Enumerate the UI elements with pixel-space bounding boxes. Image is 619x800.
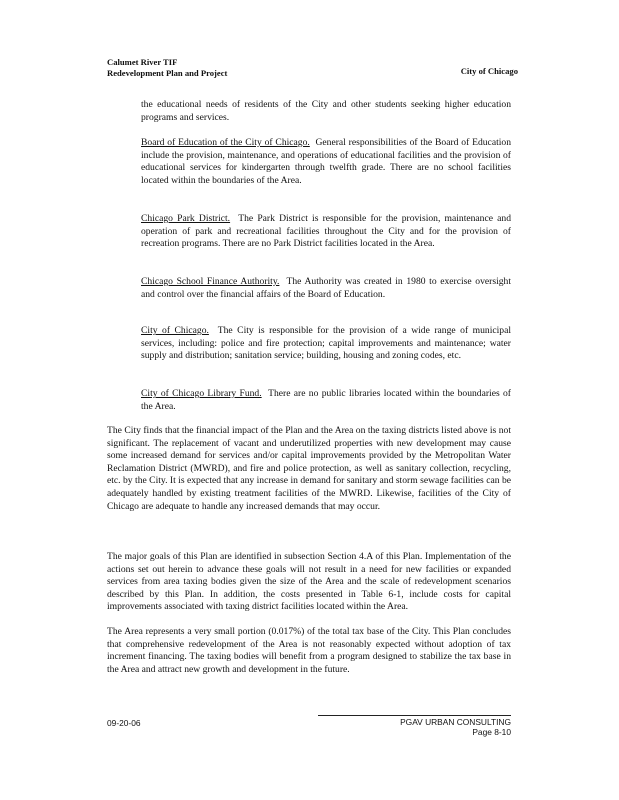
paragraph-tax-base: The Area represents a very small portion (0.017%) of the total tax base of the City. This Plan concludes that comprehensive redevelopment of the Area is not reasonably expected without adoption of tax increment financing. The taxing bodies will benefit from a program designed to stabilize the tax base in the Area and attract new growth and development in the future. [107, 626, 511, 675]
paragraph-city-of-chicago [141, 325, 511, 363]
paragraph-heading: Chicago Park District. [141, 213, 231, 224]
footer-divider [318, 715, 511, 716]
paragraph-text: The Authority was created in 1980 to exercise oversight and control over the financial affairs of the Board of Education. [141, 276, 511, 300]
footer-firm-name: PGAV URBAN CONSULTING [400, 717, 511, 727]
paragraph-library-fund [141, 388, 511, 413]
paragraph-heading: Board of Education of the City of Chicago. [141, 137, 310, 148]
footer-date: 09-20-06 [107, 718, 141, 728]
document-header-left [107, 57, 227, 79]
paragraph-financial-impact: The City finds that the financial impact of the Plan and the Area on the taxing districts listed above is not significant. The replacement of vacant and underutilized properties with new development may cause some increased demand for services and/or capital improvements provided by the Metropolitan Water Reclamation District (MWRD), and fire and police protection, as well as sanitary collection, recycling, etc. by the City. It is expected that any increase in demand for sanitary and storm sewage facilities can be adequately handled by existing treatment facilities of the MWRD. Likewise, facilities of the City of Chicago are adequate to handle any increased demands that may occur. [107, 425, 511, 512]
header-project-title: Calumet River TIF [107, 57, 178, 67]
paragraph-text: the educational needs of residents of the City and other students seeking higher education programs and services. [141, 99, 511, 123]
paragraph-education-continued [141, 99, 511, 124]
paragraph-text: There are no public libraries located within the boundaries of the Area. [141, 388, 512, 412]
paragraph-text: The Park District is responsible for the provision, maintenance and operation of park and recreational facilities throughout the City and for the provision of recreation programs. There are no Park District facilities located in the Area. [141, 213, 512, 250]
header-plan-title: Redevelopment Plan and Project [107, 68, 228, 78]
paragraph-text: General responsibilities of the Board of Education include the provision, maintenance, and operations of educational facilities and the provision of educational services for kindergarten through twelfth grade. There are no school facilities located within the boundaries of the Area. [141, 137, 512, 186]
footer-page-number: Page 8-10 [472, 727, 511, 737]
paragraph-park-district [141, 213, 511, 251]
paragraph-school-finance-authority [141, 276, 511, 301]
paragraph-heading: Chicago School Finance Authority. [141, 276, 280, 287]
paragraph-plan-goals: The major goals of this Plan are identified in subsection Section 4.A of this Plan. Implementation of the actions set out herein to advance these goals will not result in a need for new facilities or expanded services from area taxing bodies given the size of the Area and the scale of redevelopment scenarios described by this Plan. In addition, the costs presented in Table 6-1, include costs for capital improvements associated with taxing district facilities located within the Area. [107, 551, 511, 613]
header-city-name: City of Chicago [460, 66, 518, 76]
paragraph-text: The City is responsible for the provision of a wide range of municipal services, including: police and fire protection; capital improvements and maintenance; water supply and distribution; sanitation service; building, housing and zoning codes, etc. [141, 325, 512, 362]
paragraph-board-of-education [141, 137, 511, 187]
paragraph-heading: City of Chicago Library Fund. [141, 388, 262, 399]
paragraph-heading: City of Chicago. [141, 325, 209, 336]
